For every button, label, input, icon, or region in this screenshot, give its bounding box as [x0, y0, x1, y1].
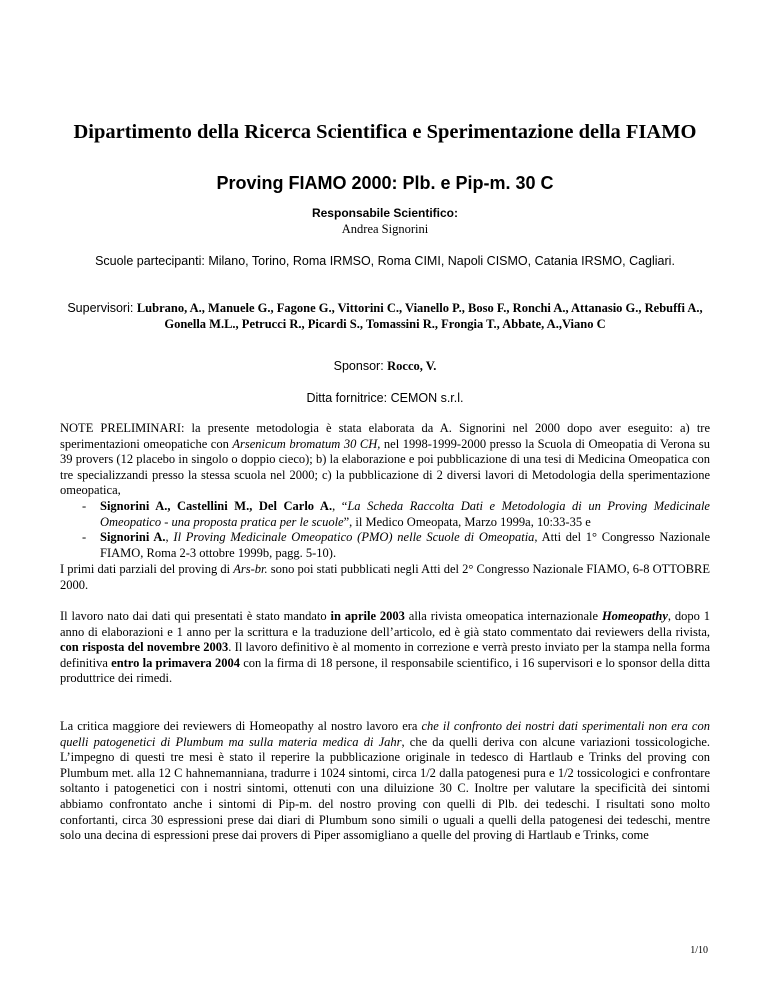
paragraph-text: Il lavoro nato dai dati qui presentati è stato mandato	[60, 609, 331, 623]
highlight-date: con risposta del novembre 2003	[60, 640, 229, 655]
remedy-abbrev: Ars-br.	[233, 562, 268, 576]
scuole-label: Scuole partecipanti:	[95, 254, 205, 268]
paragraph-text: . Il lavoro definitivo è al momento in correzione e verrà presto inviato per la stampa nella forma definitiva	[60, 640, 710, 670]
reference-authors: Signorini A.	[100, 530, 166, 545]
highlight-date: entro la primavera 2004	[111, 655, 241, 670]
paragraph-lavoro	[60, 609, 710, 687]
reference-item	[82, 499, 710, 530]
page-number: 1/10	[690, 945, 708, 956]
reference-sep: ,	[165, 530, 174, 545]
reference-title: La Scheda Raccolta Dati e Metodologia di un Proving Medicinale Omeopatico - una proposta pratica per le scuole	[100, 498, 710, 529]
paragraph-text: alla rivista omeopatica internazionale	[404, 609, 602, 623]
reference-item	[82, 530, 710, 561]
highlight-date: in aprile 2003	[330, 609, 405, 623]
note-intro-text-2: nel 1998-1999-2000 presso la Scuola di Omeopatia di Verona su 39 provers (12 placebo in singolo o doppio cieco); b) la elaborazione e poi pubblicazione di una tesi di Medicina Omeopatica con tre specializzandi presso la stessa scuola nel 2000; c) la pubblicazione di 2 diversi lavori di Metodologia della sperimentazione omeopatica,	[60, 436, 710, 498]
ditta-name: CEMON s.r.l.	[390, 391, 464, 405]
supervisori-label: Supervisori:	[67, 301, 134, 315]
note-intro	[60, 421, 710, 499]
department-title: Dipartimento della Ricerca Scientifica e Sperimentazione della FIAMO	[73, 121, 697, 143]
reference-source: , Atti del 1° Congresso Nazionale FIAMO, Roma 2-3 ottobre 1999b, pagg. 5-10).	[100, 530, 710, 560]
paragraph-text: con la firma di 18 persone, il responsabile scientifico, i 16 supervisori e lo sponsor della ditta produttrice dei rimedi.	[60, 655, 711, 686]
paragraph-critica	[60, 719, 710, 844]
reference-sep: , “	[332, 498, 348, 513]
critique-quote: che il confronto dei nostri dati sperimentali non era con quelli patogenetici di Plumbum ma sulla materia medica di Jahr	[60, 719, 710, 749]
sponsor-label: Sponsor:	[333, 359, 384, 373]
paragraph-text: I primi dati parziali del proving di	[60, 562, 234, 576]
note-intro-text: NOTE PRELIMINARI: la presente metodologia è stata elaborata da A. Signorini nel 2000 dopo aver eseguito: a) tre sperimentazioni omeopatiche con	[60, 421, 710, 451]
note-preliminari	[60, 421, 710, 561]
proving-title: Proving FIAMO 2000: Plb. e Pip-m. 30 C	[216, 173, 554, 193]
supervisori-names: Lubrano, A., Manuele G., Fagone G., Vittorini C., Vianello P., Boso F., Ronchi A., Attanasio G., Rebuffi A., Gonella M.L., Petrucci R., Picardi S., Tomassini R., Frongia T., Abbate, A.,Viano C	[136, 301, 703, 331]
paragraph-text: La critica maggiore dei reviewers di Homeopathy al nostro lavoro era	[60, 719, 422, 733]
sponsor	[60, 359, 710, 374]
supervisori	[60, 300, 710, 332]
scuole-list: Milano, Torino, Roma IRMSO, Roma CIMI, Napoli CISMO, Catania IRSMO, Cagliari.	[208, 254, 675, 268]
reference-source: ”, il Medico Omeopata, Marzo 1999a, 10:33-35 e	[343, 514, 591, 529]
reference-title: Il Proving Medicinale Omeopatico (PMO) nelle Scuole di Omeopatia	[173, 530, 535, 545]
reference-authors: Signorini A., Castellini M., Del Carlo A.	[100, 498, 333, 513]
reference-list	[60, 499, 710, 561]
scuole-partecipanti	[60, 253, 710, 269]
ditta-fornitrice	[60, 391, 710, 405]
journal-name: Homeopathy	[601, 609, 668, 623]
responsabile-label: Responsabile Scientifico:	[311, 206, 459, 220]
paragraph-primi-dati	[60, 562, 710, 593]
paragraph-text: , che da quelli deriva con alcune variazioni tossicologiche. L’impegno di questi tre mesi è stato il reperire la pubblicazione originale in tedesco di Hartlaub e Trinks del proving con Plumbum met. alla 12 C hahnemanniana, tradurre i 1024 sintomi, circa 1/2 dalla patogenesi pura e 1/2 tossicologici e confrontare soltanto i patogenetici con i nostri sintomi, ottenuti con una diluizione 30 C. Inoltre per valutare la specificità dei sintomi abbiamo confrontato anche i sintomi di Pip-m. del nostro proving con quelli di Plb. dei tedeschi. I risultati sono molto confortanti, circa 30 espressioni prese dai diari di Plumbum sono simili o uguali a quelli della patogenesi dei tedeschi, mentre solo una decina di espressioni prese dai provers di Piper assomigliano a quelle del proving di Hartlaub e Trinks, come	[60, 734, 710, 843]
sponsor-name: Rocco, V.	[387, 359, 437, 373]
paragraph-text: , dopo 1 anno di elaborazioni e 1 anno per la scrittura e la traduzione dell’articolo, ed è già stato commentato dai reviewers della rivista,	[60, 609, 711, 639]
ditta-label: Ditta fornitrice:	[306, 391, 388, 405]
note-intro-remedy: Arsenicum bromatum 30 CH,	[232, 436, 381, 451]
responsabile-name: Andrea Signorini	[341, 222, 429, 236]
paragraph-text: sono poi stati pubblicati negli Atti del 2° Congresso Nazionale FIAMO, 6-8 OTTOBRE 2000.	[60, 562, 710, 592]
